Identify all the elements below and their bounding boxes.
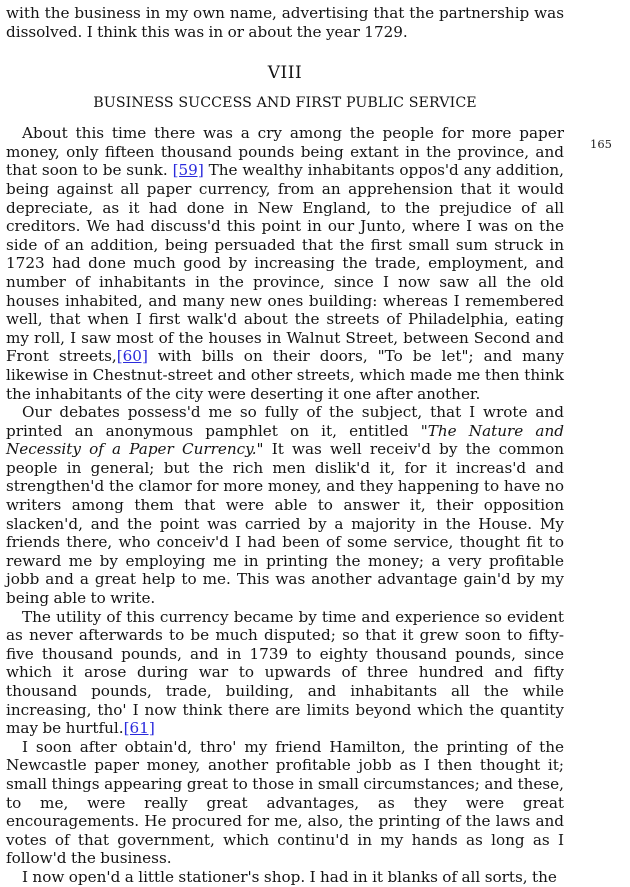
paragraph-4 (6, 738, 564, 868)
paragraph-text: " It was well receiv'd by the common people in general; but the rich men dislik'd it, for it increas'd and strengthen'd the clamor for more money, and they happening to have no writers among them that were able to answer it, their opposition slacken'd, and the point was carried by a majority in the House. My friends there, who conceiv'd I had been of some service, thought fit to reward me by employing me in printing the money; a very profitable jobb and a great help to me. This was another advantage gain'd by my being able to write. (6, 440, 564, 608)
paragraph-text: I soon after obtain'd, thro' my friend Hamilton, the printing of the Newcastle paper money, another profitable jobb as I then thought it; small things appearing great to those in small circumstances; and these, to me, were really great advantages, as they were great encouragements. He procured for me, also, the printing of the laws and votes of that government, which continu'd in my hands as long as I follow'd the business. (6, 737, 564, 868)
chapter-number: VIII (267, 63, 303, 84)
footnote-link-60[interactable]: [60] (116, 347, 148, 366)
book-page (6, 4, 564, 887)
paragraph-text: The wealthy inhabitants oppos'd any addition, being against all paper currency, from an apprehension that it would depreciate, as it had done in New England, to the prejudice of all creditors. We had discuss'd this point in our Junto, where I was on the side of an addition, being persuaded that the first small sum struck in 1723 had done much good by increasing the trade, employment, and number of inhabitants in the province, since I now saw all the old houses inhabited, and many new ones building: whereas I remembered well, that when I first walk'd about the streets of Philadelphia, eating my roll, I saw most of the houses in Walnut Street, between Second and Front streets, (6, 161, 564, 366)
footnote-link-59[interactable]: [59] (172, 161, 204, 180)
footnote-link-61[interactable]: [61] (123, 719, 155, 738)
pamphlet-title: The Nature and Necessity of a Paper Currency. (6, 421, 564, 459)
paragraph-text: I now open'd a little stationer's shop. I had in it blanks of all sorts, the (22, 867, 557, 886)
paragraph-2 (6, 403, 564, 608)
paragraph-text: with bills on their doors, "To be let"; and many likewise in Chestnut-street and other streets, which made me then think the inhabitants of the city were deserting it one after another. (6, 347, 564, 403)
paragraph-text: About this time there was a cry among the people for more paper money, only fifteen thousand pounds being extant in the province, and that soon to be sunk. (6, 124, 564, 180)
paragraph-5 (6, 868, 564, 887)
chapter-title: BUSINESS SUCCESS AND FIRST PUBLIC SERVICE (93, 95, 477, 112)
paragraph-3 (6, 608, 564, 738)
paragraph-text: The utility of this currency became by time and experience so evident as never afterwards to be much disputed; so that it grew soon to fifty-five thousand pounds, and in 1739 to eighty thousand pounds, since which it arose during war to upwards of three hundred and fifty thousand pounds, trade, building, and inhabitants all the while increasing, tho' I now think there are limits beyond which the quantity may be hurtful. (6, 607, 564, 738)
paragraph-text: Our debates possess'd me so fully of the subject, that I wrote and printed an anonymous pamphlet on it, entitled " (6, 403, 564, 440)
page-number: 165 (590, 137, 612, 151)
paragraph-1 (6, 124, 564, 403)
continuation-text: with the business in my own name, advertising that the partnership was dissolved. I think this was in or about the year 1729. (6, 4, 564, 41)
